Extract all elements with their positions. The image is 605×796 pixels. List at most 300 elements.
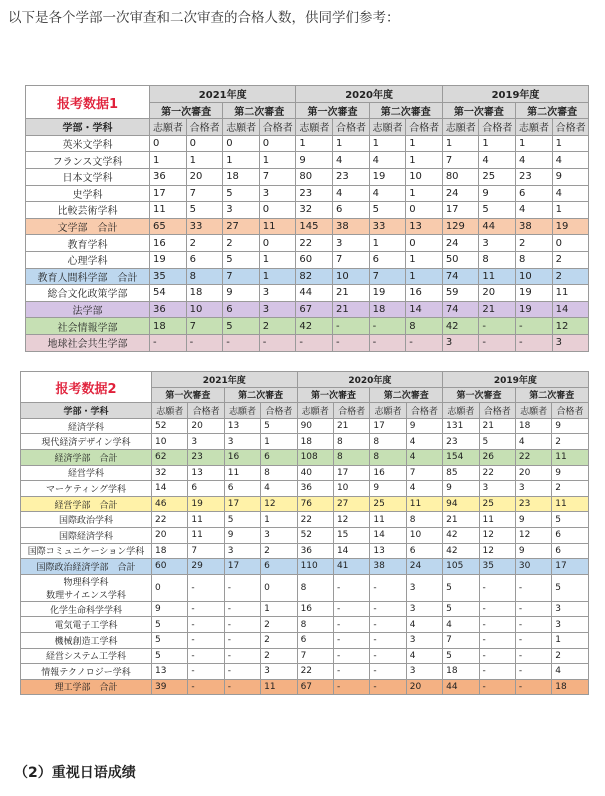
value-cell: 6 (552, 543, 588, 559)
value-cell: 22 (296, 235, 333, 252)
value-cell: 18 (369, 301, 406, 318)
value-cell: 19 (188, 496, 224, 512)
value-cell: 3 (552, 601, 588, 617)
value-cell: 11 (552, 285, 589, 302)
value-cell: 4 (552, 664, 588, 680)
value-cell: 5 (479, 434, 515, 450)
value-cell: 42 (296, 318, 333, 335)
value-cell: 20 (515, 465, 551, 481)
table-row (21, 512, 589, 528)
value-cell: 0 (259, 135, 296, 152)
value-cell: 32 (152, 465, 188, 481)
value-cell: 4 (333, 185, 370, 202)
value-cell: 8 (406, 318, 443, 335)
value-cell: 9 (515, 512, 551, 528)
value-cell: 30 (515, 559, 551, 575)
value-cell: 1 (406, 152, 443, 169)
value-cell: 13 (152, 664, 188, 680)
value-cell: 59 (442, 285, 479, 302)
value-cell: 23 (516, 168, 553, 185)
value-cell: 4 (516, 202, 553, 219)
table-row (21, 664, 589, 680)
value-cell: 4 (552, 185, 589, 202)
value-cell: 5 (223, 251, 260, 268)
value-cell: 0 (261, 574, 297, 601)
value-cell: - (188, 617, 224, 633)
value-cell: - (188, 601, 224, 617)
table-row (21, 601, 589, 617)
table-row (21, 574, 589, 601)
value-cell: 2 (186, 235, 223, 252)
value-cell: 85 (443, 465, 479, 481)
value-cell: 6 (516, 185, 553, 202)
column-label: 志願者 (443, 403, 479, 419)
value-cell: 7 (223, 268, 260, 285)
value-cell: - (333, 601, 369, 617)
value-cell: 14 (552, 301, 589, 318)
table-row (26, 334, 589, 351)
round-header: 第二次審査 (516, 102, 589, 119)
value-cell: 3 (261, 527, 297, 543)
value-cell: 5 (261, 418, 297, 434)
label-header-row (21, 403, 589, 419)
dept-name-cell: フランス文学科 (26, 152, 150, 169)
value-cell: 20 (152, 527, 188, 543)
value-cell: 25 (370, 496, 406, 512)
dept-name-cell: 比較芸術学科 (26, 202, 150, 219)
value-cell: 14 (370, 527, 406, 543)
value-cell: 1 (516, 135, 553, 152)
value-cell: - (406, 334, 443, 351)
value-cell: 2 (516, 235, 553, 252)
value-cell: 8 (297, 617, 333, 633)
value-cell: 0 (406, 235, 443, 252)
year-header: 2021年度 (150, 86, 296, 103)
value-cell: 3 (259, 301, 296, 318)
value-cell: 9 (552, 465, 588, 481)
value-cell: 4 (406, 481, 442, 497)
column-label: 合格者 (333, 119, 370, 136)
value-cell: 18 (150, 318, 187, 335)
value-cell: 14 (152, 481, 188, 497)
value-cell: 9 (296, 152, 333, 169)
value-cell: 2 (261, 648, 297, 664)
value-cell: 36 (297, 543, 333, 559)
round-header: 第一次審査 (443, 387, 516, 403)
value-cell: - (370, 664, 406, 680)
value-cell: 1 (406, 251, 443, 268)
value-cell: 17 (552, 559, 588, 575)
value-cell: 4 (516, 152, 553, 169)
value-cell: - (370, 617, 406, 633)
value-cell: 4 (406, 648, 442, 664)
table-row (26, 135, 589, 152)
value-cell: 80 (296, 168, 333, 185)
value-cell: 3 (261, 664, 297, 680)
table-row (26, 152, 589, 169)
value-cell: 2 (259, 318, 296, 335)
value-cell: 105 (443, 559, 479, 575)
value-cell: 7 (186, 318, 223, 335)
value-cell: - (515, 664, 551, 680)
value-cell: 76 (297, 496, 333, 512)
value-cell: 2 (552, 268, 589, 285)
value-cell: 26 (479, 449, 515, 465)
value-cell: 22 (297, 664, 333, 680)
value-cell: 15 (333, 527, 369, 543)
value-cell: 17 (370, 418, 406, 434)
value-cell: 18 (552, 679, 588, 695)
dept-header: 学部・学科 (21, 403, 152, 419)
value-cell: 24 (406, 559, 442, 575)
value-cell: 9 (552, 418, 588, 434)
value-cell: 2 (223, 235, 260, 252)
value-cell: - (224, 648, 260, 664)
value-cell: 4 (261, 481, 297, 497)
value-cell: 0 (552, 235, 589, 252)
dept-name-cell: 機械創造工学科 (21, 632, 152, 648)
value-cell: 18 (515, 418, 551, 434)
value-cell: 13 (406, 218, 443, 235)
value-cell: 24 (442, 185, 479, 202)
dept-name-cell: 文学部 合計 (26, 218, 150, 235)
value-cell: 21 (333, 285, 370, 302)
year-header: 2019年度 (442, 86, 588, 103)
value-cell: 1 (186, 152, 223, 169)
value-cell: - (333, 632, 369, 648)
value-cell: 154 (443, 449, 479, 465)
value-cell: 3 (442, 334, 479, 351)
dept-name-cell: マーケティング学科 (21, 481, 152, 497)
value-cell: 2 (552, 251, 589, 268)
value-cell: 13 (224, 418, 260, 434)
value-cell: - (479, 632, 515, 648)
value-cell: 32 (296, 202, 333, 219)
value-cell: 9 (406, 418, 442, 434)
value-cell: 21 (479, 418, 515, 434)
value-cell: 3 (223, 202, 260, 219)
round-header: 第二次審査 (369, 102, 442, 119)
table-row (26, 285, 589, 302)
column-label: 合格者 (188, 403, 224, 419)
table-row (21, 481, 589, 497)
value-cell: 1 (552, 202, 589, 219)
value-cell: - (188, 632, 224, 648)
value-cell: - (224, 617, 260, 633)
value-cell: 38 (516, 218, 553, 235)
round-header: 第一次審査 (297, 387, 370, 403)
table-row (21, 543, 589, 559)
value-cell: 5 (443, 574, 479, 601)
admission-table-2 (20, 371, 589, 695)
value-cell: 22 (479, 465, 515, 481)
value-cell: 108 (297, 449, 333, 465)
value-cell: 10 (333, 481, 369, 497)
value-cell: 12 (479, 543, 515, 559)
column-label: 合格者 (479, 403, 515, 419)
value-cell: - (370, 648, 406, 664)
value-cell: - (370, 574, 406, 601)
value-cell: 62 (152, 449, 188, 465)
value-cell: 46 (152, 496, 188, 512)
column-label: 志願者 (150, 119, 187, 136)
value-cell: 4 (333, 152, 370, 169)
value-cell: 5 (443, 648, 479, 664)
value-cell: 0 (223, 135, 260, 152)
value-cell: - (515, 632, 551, 648)
value-cell: 16 (370, 465, 406, 481)
value-cell: 4 (479, 152, 516, 169)
value-cell: 1 (333, 135, 370, 152)
value-cell: 3 (333, 235, 370, 252)
value-cell: 1 (406, 268, 443, 285)
value-cell: - (333, 574, 369, 601)
value-cell: 7 (186, 185, 223, 202)
value-cell: 44 (296, 285, 333, 302)
value-cell: 5 (223, 185, 260, 202)
round-header: 第二次審査 (223, 102, 296, 119)
round-header: 第二次審査 (224, 387, 297, 403)
value-cell: 8 (333, 434, 369, 450)
value-cell: 22 (515, 449, 551, 465)
value-cell: 6 (186, 251, 223, 268)
value-cell: 10 (516, 268, 553, 285)
table-row (26, 251, 589, 268)
value-cell: - (223, 334, 260, 351)
value-cell: 9 (443, 481, 479, 497)
value-cell: 9 (515, 543, 551, 559)
value-cell: 110 (297, 559, 333, 575)
value-cell: 19 (552, 218, 589, 235)
value-cell: 24 (442, 235, 479, 252)
value-cell: 4 (406, 449, 442, 465)
value-cell: - (515, 679, 551, 695)
value-cell: 10 (186, 301, 223, 318)
value-cell: 10 (406, 168, 443, 185)
value-cell: 3 (406, 601, 442, 617)
value-cell: 3 (259, 185, 296, 202)
column-label: 合格者 (333, 403, 369, 419)
value-cell: 3 (406, 664, 442, 680)
value-cell: 6 (261, 559, 297, 575)
value-cell: 2 (261, 617, 297, 633)
table-row (26, 318, 589, 335)
table-title: 报考数据2 (21, 372, 152, 403)
dept-name-cell: 教育人間科学部 合計 (26, 268, 150, 285)
value-cell: 0 (259, 202, 296, 219)
dept-name-cell: 地球社会共生学部 (26, 334, 150, 351)
value-cell: 8 (370, 434, 406, 450)
value-cell: - (515, 574, 551, 601)
table-row (21, 496, 589, 512)
value-cell: 16 (224, 449, 260, 465)
value-cell: 12 (552, 318, 589, 335)
value-cell: 11 (224, 465, 260, 481)
value-cell: 3 (552, 334, 589, 351)
table-row (21, 465, 589, 481)
column-label: 合格者 (479, 119, 516, 136)
column-label: 合格者 (406, 119, 443, 136)
value-cell: 7 (333, 251, 370, 268)
value-cell: 1 (479, 135, 516, 152)
dept-name-cell: 経済学科 (21, 418, 152, 434)
value-cell: 23 (296, 185, 333, 202)
dept-name-cell (21, 574, 152, 601)
value-cell: 4 (443, 617, 479, 633)
value-cell: 60 (296, 251, 333, 268)
value-cell: 11 (188, 512, 224, 528)
column-label: 志願者 (370, 403, 406, 419)
value-cell: 5 (552, 512, 588, 528)
table-row (21, 434, 589, 450)
dept-name-cell: 国際コミュニケーション学科 (21, 543, 152, 559)
value-cell: 16 (297, 601, 333, 617)
value-cell: - (186, 334, 223, 351)
value-cell: 3 (224, 543, 260, 559)
value-cell: - (516, 334, 553, 351)
value-cell: 1 (552, 135, 589, 152)
dept-name-cell: 経済学部 合計 (21, 449, 152, 465)
table-row (26, 202, 589, 219)
value-cell: 0 (150, 135, 187, 152)
dept-name-cell: 日本文学科 (26, 168, 150, 185)
value-cell: 18 (152, 543, 188, 559)
value-cell: 74 (442, 301, 479, 318)
value-cell: 5 (152, 648, 188, 664)
value-cell: 2 (552, 434, 588, 450)
column-label: 合格者 (259, 119, 296, 136)
table-row (21, 679, 589, 695)
value-cell: 8 (297, 574, 333, 601)
round-header: 第一次審査 (152, 387, 225, 403)
value-cell: 12 (261, 496, 297, 512)
value-cell: 6 (406, 543, 442, 559)
round-header: 第一次審査 (296, 102, 369, 119)
value-cell: 11 (261, 679, 297, 695)
value-cell: 33 (369, 218, 406, 235)
table-row (26, 301, 589, 318)
value-cell: 13 (188, 465, 224, 481)
value-cell: 18 (223, 168, 260, 185)
value-cell: 36 (150, 168, 187, 185)
value-cell: 42 (443, 543, 479, 559)
value-cell: 19 (516, 285, 553, 302)
value-cell: 1 (259, 251, 296, 268)
value-cell: 11 (479, 268, 516, 285)
value-cell: 5 (369, 202, 406, 219)
value-cell: 1 (296, 135, 333, 152)
value-cell: 8 (261, 465, 297, 481)
value-cell: 2 (552, 648, 588, 664)
value-cell: 7 (443, 632, 479, 648)
value-cell: 35 (150, 268, 187, 285)
value-cell: 67 (296, 301, 333, 318)
value-cell: - (224, 574, 260, 601)
column-label: 志願者 (296, 119, 333, 136)
value-cell: 44 (479, 218, 516, 235)
value-cell: 17 (224, 496, 260, 512)
round-header: 第二次審査 (515, 387, 588, 403)
value-cell: 3 (224, 434, 260, 450)
value-cell: - (333, 664, 369, 680)
value-cell: 42 (443, 527, 479, 543)
round-header: 第一次審査 (150, 102, 223, 119)
dept-name-cell: 情報テクノロジー学科 (21, 664, 152, 680)
value-cell: 1 (261, 601, 297, 617)
dept-name-cell: 心理学科 (26, 251, 150, 268)
value-cell: - (369, 334, 406, 351)
value-cell: 8 (479, 251, 516, 268)
value-cell: - (333, 318, 370, 335)
value-cell: 82 (296, 268, 333, 285)
value-cell: 27 (223, 218, 260, 235)
dept-name-cell: 国際政治学科 (21, 512, 152, 528)
value-cell: 5 (152, 617, 188, 633)
value-cell: 18 (186, 285, 223, 302)
value-cell: 7 (369, 268, 406, 285)
value-cell: 20 (406, 679, 442, 695)
dept-name-cell: 法学部 (26, 301, 150, 318)
value-cell: 42 (442, 318, 479, 335)
value-cell: 12 (515, 527, 551, 543)
value-cell: 3 (406, 574, 442, 601)
value-cell: 16 (406, 285, 443, 302)
year-header-row (21, 372, 589, 388)
value-cell: 1 (552, 632, 588, 648)
value-cell: 38 (333, 218, 370, 235)
value-cell: 50 (442, 251, 479, 268)
value-cell: 17 (442, 202, 479, 219)
table-row (21, 559, 589, 575)
value-cell: 6 (297, 632, 333, 648)
value-cell: 1 (369, 235, 406, 252)
value-cell: 40 (297, 465, 333, 481)
value-cell: 3 (552, 617, 588, 633)
value-cell: 6 (261, 449, 297, 465)
value-cell: - (188, 679, 224, 695)
value-cell: 6 (552, 527, 588, 543)
value-cell: 1 (259, 152, 296, 169)
dept-name-cell: 経営システム工学科 (21, 648, 152, 664)
value-cell: 1 (150, 152, 187, 169)
value-cell: 9 (224, 527, 260, 543)
value-cell: 12 (479, 527, 515, 543)
value-cell: 60 (152, 559, 188, 575)
value-cell: 20 (186, 168, 223, 185)
value-cell: 7 (297, 648, 333, 664)
value-cell: 36 (150, 301, 187, 318)
value-cell: 2 (552, 481, 588, 497)
table-row (26, 218, 589, 235)
value-cell: 1 (259, 268, 296, 285)
value-cell: 18 (297, 434, 333, 450)
value-cell: 7 (259, 168, 296, 185)
value-cell: 4 (406, 617, 442, 633)
value-cell: - (479, 664, 515, 680)
value-cell: - (515, 601, 551, 617)
value-cell: 0 (152, 574, 188, 601)
value-cell: - (370, 679, 406, 695)
value-cell: 11 (188, 527, 224, 543)
value-cell: 17 (150, 185, 187, 202)
table-row (21, 617, 589, 633)
year-header: 2019年度 (443, 372, 589, 388)
value-cell: - (188, 648, 224, 664)
value-cell: 52 (152, 418, 188, 434)
value-cell: 1 (406, 185, 443, 202)
dept-header: 学部・学科 (26, 119, 150, 136)
value-cell: 2 (261, 543, 297, 559)
